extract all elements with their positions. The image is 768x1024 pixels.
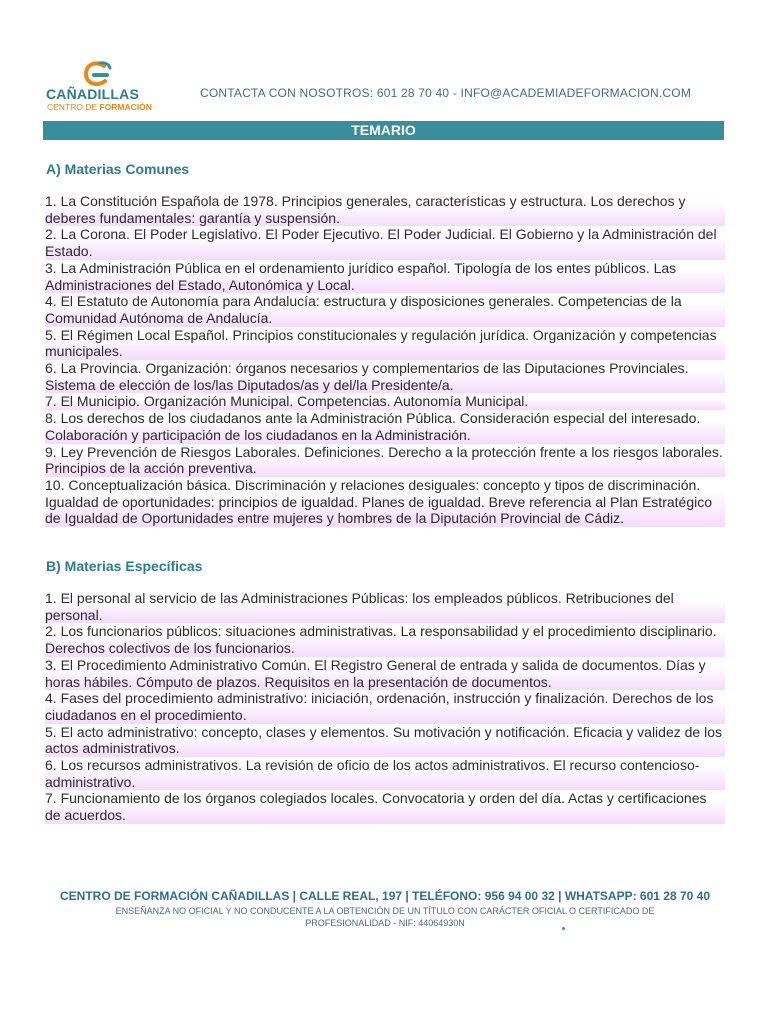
footer-contact: CENTRO DE FORMACIÓN CAÑADILLAS | CALLE REAL, 197 | TELÉFONO: 956 94 00 32 | WHATSAPP: 601 28 70 40	[60, 889, 710, 903]
section-a-title: A) Materias Comunes	[46, 161, 190, 177]
section-a-list	[45, 193, 725, 527]
section-b-list	[45, 590, 725, 824]
list-item: 7. Funcionamiento de los órganos colegiados locales. Convocatoria y orden del día. Actas y certificaciones de acuerdos.	[45, 790, 725, 823]
list-item: 3. El Procedimiento Administrativo Común. El Registro General de entrada y salida de documentos. Días y horas hábiles. Cómputo de plazos. Requisitos en la presentación de documentos.	[45, 657, 725, 690]
list-item: 7. El Municipio. Organización Municipal. Competencias. Autonomía Municipal.	[45, 393, 725, 410]
list-item: 4. Fases del procedimiento administrativo: iniciación, ordenación, instrucción y finalización. Derechos de los ciudadanos en el procedimiento.	[45, 690, 725, 723]
list-item: 4. El Estatuto de Autonomía para Andalucía: estructura y disposiciones generales. Competencias de la Comunidad Autónoma de Andalucía.	[45, 293, 725, 326]
list-item: 6. La Provincia. Organización: órganos necesarios y complementarios de las Diputaciones Provinciales. Sistema de elección de los/las Diputados/as y del/la Presidente/a.	[45, 360, 725, 393]
footer-disclaimer: ENSEÑANZA NO OFICIAL Y NO CONDUCENTE A LA OBTENCIÓN DE UN TÍTULO CON CARÁCTER OFICIAL O CERTIFICADO DE PROFESIONALIDAD - NIF: 44064930N	[115, 906, 655, 928]
page-header	[46, 58, 726, 114]
logo-subtitle: CENTRO DE FORMACIÓN	[47, 102, 152, 112]
list-item: 3. La Administración Pública en el ordenamiento jurídico español. Tipología de los entes públicos. Las Administraciones del Estado, Autonómica y Local.	[45, 260, 725, 293]
logo-name: CAÑADILLAS	[46, 86, 139, 102]
list-item: 6. Los recursos administrativos. La revisión de oficio de los actos administrativos. El recurso contencioso-administrativo.	[45, 757, 725, 790]
page-footer	[40, 889, 730, 929]
list-item: 2. La Corona. El Poder Legislativo. El Poder Ejecutivo. El Poder Judicial. El Gobierno y la Administración del Estado.	[45, 226, 725, 259]
list-item: 9. Ley Prevención de Riesgos Laborales. Definiciones. Derecho a la protección frente a los riesgos laborales. Principios de la acción preventiva.	[45, 444, 725, 477]
list-item: 10. Conceptualización básica. Discriminación y relaciones desiguales: concepto y tipos de discriminación. Igualdad de oportunidades: principios de igualdad. Planes de igualdad. Breve referencia al Plan Estratégico de Igualdad de Oportunidades entre mujeres y hombres de la Diputación Provincial de Cádiz.	[45, 477, 725, 527]
list-item: 5. El Régimen Local Español. Principios constitucionales y regulación jurídica. Organización y competencias municipales.	[45, 327, 725, 360]
section-b-title: B) Materias Específicas	[46, 558, 203, 574]
logo	[46, 58, 156, 114]
list-item: 5. El acto administrativo: concepto, clases y elementos. Su motivación y notificación. Eficacia y validez de los actos administrativos.	[45, 724, 725, 757]
list-item: 2. Los funcionarios públicos: situaciones administrativas. La responsabilidad y el procedimiento disciplinario. Derechos colectivos de los funcionarios.	[45, 623, 725, 656]
temario-band: TEMARIO	[43, 121, 724, 140]
list-item: 1. La Constitución Española de 1978. Principios generales, características y estructura. Los derechos y deberes fundamentales: garantía y suspensión.	[45, 193, 725, 226]
decorative-dot	[562, 927, 565, 930]
list-item: 1. El personal al servicio de las Administraciones Públicas: los empleados públicos. Retribuciones del personal.	[45, 590, 725, 623]
list-item: 8. Los derechos de los ciudadanos ante la Administración Pública. Consideración especial del interesado. Colaboración y participación de los ciudadanos en la Administración.	[45, 410, 725, 443]
contact-info: CONTACTA CON NOSOTROS: 601 28 70 40 - INFO@ACADEMIADEFORMACION.COM	[200, 86, 692, 100]
